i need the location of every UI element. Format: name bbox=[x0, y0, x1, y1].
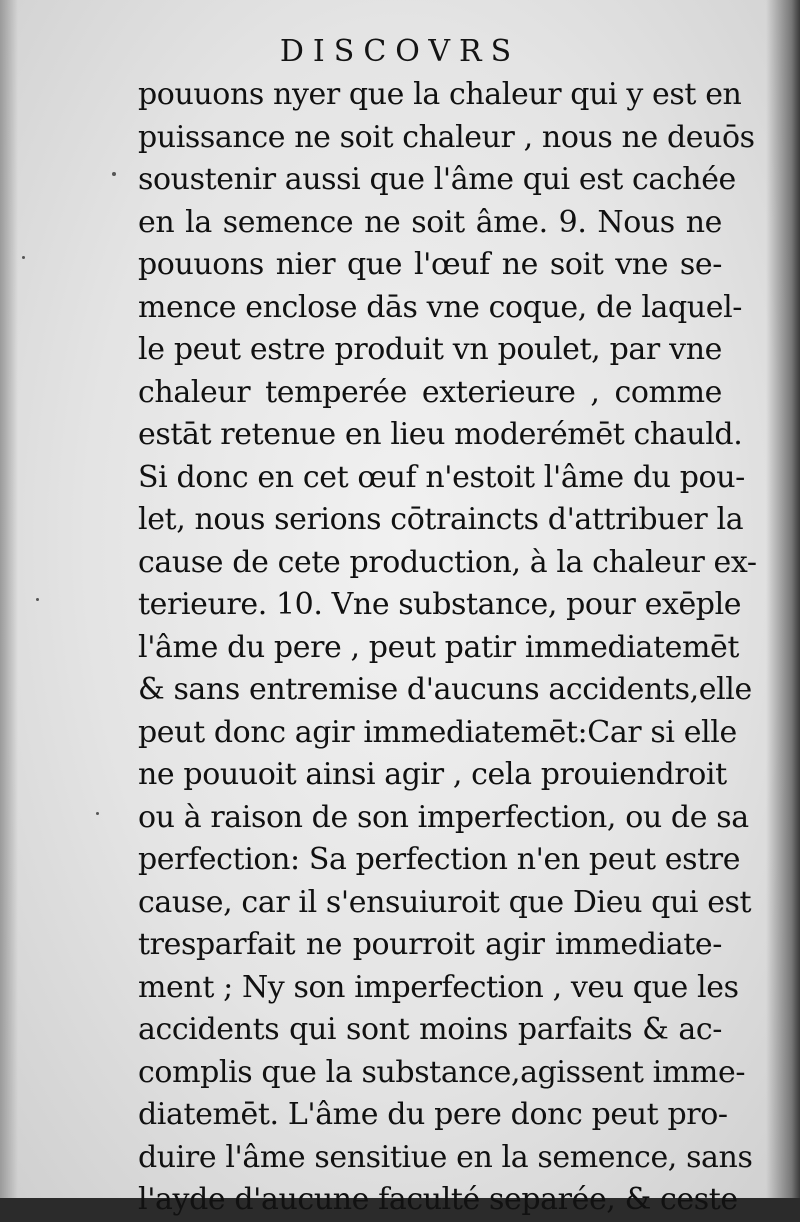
text-line: Si donc en cet œuf n'estoit l'âme du pou- bbox=[138, 459, 745, 495]
text-line: cause de cete production, à la chaleur ex- bbox=[138, 544, 757, 580]
ink-speck bbox=[96, 812, 99, 815]
text-line: complis que la substance,agissent imme- bbox=[138, 1054, 746, 1090]
text-line: estāt retenue en lieu moderémēt chauld. bbox=[138, 417, 743, 452]
text-line: ment ; Ny son imperfection , veu que les bbox=[138, 969, 739, 1005]
text-line: mence enclose dās vne coque, de laquel- bbox=[138, 289, 743, 325]
ink-speck bbox=[36, 598, 39, 601]
text-line: tresparfait ne pourroit agir immediate- bbox=[138, 927, 722, 962]
text-line: diatemēt. L'âme du pere donc peut pro- bbox=[138, 1097, 728, 1132]
text-line: l'âme du pere , peut patir immediatemēt bbox=[138, 629, 740, 665]
text-line: terieure. 10. Vne substance, pour exēple bbox=[138, 587, 742, 622]
text-line: le peut estre produit vn poulet, par vne bbox=[138, 332, 722, 367]
text-line: l'ayde d'aucune faculté separée, & ceste bbox=[138, 1182, 738, 1217]
text-line: soustenir aussi que l'âme qui est cachée bbox=[138, 162, 736, 197]
text-line: cause, car il s'ensuiuroit que Dieu qui est bbox=[138, 884, 752, 920]
text-line: ne pouuoit ainsi agir , cela prouiendroit bbox=[138, 757, 727, 792]
text-line: let, nous serions cōtraincts d'attribuer la bbox=[138, 502, 744, 537]
gutter-shadow bbox=[0, 0, 18, 1198]
text-line: chaleur temperée exterieure , comme bbox=[138, 374, 722, 410]
text-line: peut donc agir immediatemēt:Car si elle bbox=[138, 714, 737, 750]
page-edge-shadow bbox=[766, 0, 800, 1198]
text-line: puissance ne soit chaleur , nous ne deuōs bbox=[138, 119, 755, 155]
running-head: DISCOVRS bbox=[279, 34, 521, 69]
text-line: accidents qui sont moins parfaits & ac- bbox=[138, 1012, 722, 1047]
ink-speck bbox=[22, 256, 25, 259]
text-line: & sans entremise d'aucuns accidents,elle bbox=[138, 672, 752, 707]
body-text bbox=[138, 74, 757, 1222]
text-line: ou à raison de son imperfection, ou de sa bbox=[138, 799, 749, 835]
text-line: pouuons nier que l'œuf ne soit vne se- bbox=[138, 247, 722, 282]
text-line: pouuons nyer que la chaleur qui y est en bbox=[138, 77, 742, 112]
text-line: perfection: Sa perfection n'en peut estre bbox=[138, 842, 741, 877]
text-line: duire l'âme sensitiue en la semence, sans bbox=[138, 1139, 753, 1175]
text-line: en la semence ne soit âme. 9. Nous ne bbox=[138, 204, 722, 240]
ink-speck bbox=[112, 172, 116, 176]
